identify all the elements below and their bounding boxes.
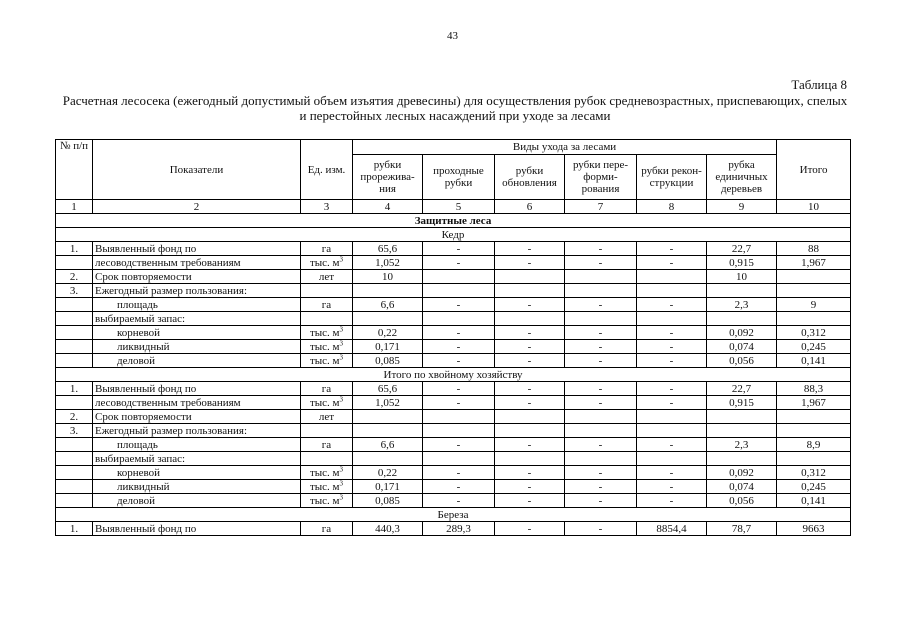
row-number	[56, 354, 93, 368]
row-number	[56, 312, 93, 326]
section-cedar: Кедр	[56, 228, 851, 242]
table-row	[56, 410, 851, 424]
row-unit	[301, 522, 353, 536]
row-unit	[301, 424, 353, 438]
row-value: 0,085	[353, 494, 423, 508]
row-value: 0,056	[707, 354, 777, 368]
row-value	[353, 284, 423, 298]
row-unit	[301, 466, 353, 480]
row-value	[423, 270, 495, 284]
row-value: 1,967	[777, 256, 851, 270]
column-number-row	[56, 200, 851, 214]
unit-text: тыс. м	[309, 340, 340, 353]
row-unit	[301, 382, 353, 396]
row-value	[777, 424, 851, 438]
header-col-reconstruction: рубки рекон-струкции	[637, 155, 707, 200]
row-value: 10	[353, 270, 423, 284]
col-number: 10	[777, 200, 851, 214]
row-unit	[301, 242, 353, 256]
row-value: 2,3	[707, 298, 777, 312]
row-value: -	[423, 340, 495, 354]
row-unit	[301, 494, 353, 508]
row-value	[353, 312, 423, 326]
row-value	[565, 452, 637, 466]
row-value: 0,171	[353, 480, 423, 494]
row-value: -	[637, 382, 707, 396]
row-value: 2,3	[707, 438, 777, 452]
row-value	[777, 452, 851, 466]
header-unit: Ед. изм.	[301, 140, 353, 200]
unit-text: тыс. м	[309, 466, 340, 479]
row-value: -	[565, 354, 637, 368]
table-row	[56, 270, 851, 284]
table-row	[56, 382, 851, 396]
row-value: 440,3	[353, 522, 423, 536]
table-row	[56, 396, 851, 410]
row-value	[637, 284, 707, 298]
row-number	[56, 452, 93, 466]
row-indicator: Срок повторяемости	[93, 270, 301, 284]
unit-text: га	[321, 242, 332, 255]
row-value: 10	[707, 270, 777, 284]
table-row	[56, 242, 851, 256]
row-unit	[301, 354, 353, 368]
col-number: 5	[423, 200, 495, 214]
row-value: -	[495, 396, 565, 410]
section-protective-forests: Защитные леса	[56, 214, 851, 228]
row-unit	[301, 438, 353, 452]
row-value: -	[565, 326, 637, 340]
unit-superscript: 3	[339, 465, 344, 473]
row-value	[637, 452, 707, 466]
row-indicator: площадь	[93, 438, 301, 452]
row-value: -	[423, 382, 495, 396]
row-value	[495, 284, 565, 298]
row-value	[565, 312, 637, 326]
row-value: 0,245	[777, 340, 851, 354]
row-value: -	[637, 354, 707, 368]
table-row	[56, 256, 851, 270]
section-birch: Береза	[56, 508, 851, 522]
row-value	[423, 410, 495, 424]
row-value	[423, 284, 495, 298]
row-value	[423, 424, 495, 438]
row-number: 3.	[56, 284, 93, 298]
col-number: 3	[301, 200, 353, 214]
row-indicator: Ежегодный размер пользования:	[93, 284, 301, 298]
row-value: -	[565, 340, 637, 354]
header-col-passing: проходные рубки	[423, 155, 495, 200]
row-value: -	[565, 494, 637, 508]
unit-text: га	[321, 522, 332, 535]
row-value: -	[423, 256, 495, 270]
row-value: -	[565, 480, 637, 494]
row-value: 1,967	[777, 396, 851, 410]
row-indicator: корневой	[93, 466, 301, 480]
row-value: 8,9	[777, 438, 851, 452]
row-value	[777, 270, 851, 284]
table-row	[56, 522, 851, 536]
row-number: 3.	[56, 424, 93, 438]
row-value: 0,074	[707, 480, 777, 494]
row-value: -	[637, 242, 707, 256]
allowable-cut-table	[55, 139, 851, 536]
row-value: -	[637, 466, 707, 480]
row-value: -	[423, 354, 495, 368]
row-value: 1,052	[353, 396, 423, 410]
row-indicator: ликвидный	[93, 480, 301, 494]
row-value: -	[423, 396, 495, 410]
row-value: 0,141	[777, 354, 851, 368]
header-care-types: Виды ухода за лесами	[353, 140, 777, 155]
row-value: -	[565, 382, 637, 396]
row-value	[495, 424, 565, 438]
row-number: 2.	[56, 270, 93, 284]
row-value: 78,7	[707, 522, 777, 536]
table-row	[56, 340, 851, 354]
row-value: 0,092	[707, 466, 777, 480]
row-number: 1.	[56, 382, 93, 396]
section-row	[56, 508, 851, 522]
row-indicator: лесоводственным требованиям	[93, 396, 301, 410]
table-row	[56, 424, 851, 438]
row-indicator: Ежегодный размер пользования:	[93, 424, 301, 438]
row-indicator: Срок повторяемости	[93, 410, 301, 424]
row-value	[565, 424, 637, 438]
header-total: Итого	[777, 140, 851, 200]
header-col-thinning: рубки прорежива-ния	[353, 155, 423, 200]
row-indicator: лесоводственным требованиям	[93, 256, 301, 270]
unit-text: тыс. м	[309, 494, 340, 507]
row-value	[637, 312, 707, 326]
unit-superscript: 3	[339, 493, 344, 501]
row-value	[777, 284, 851, 298]
row-value: 0,056	[707, 494, 777, 508]
row-value: -	[495, 242, 565, 256]
row-value	[423, 312, 495, 326]
unit-text: тыс. м	[309, 326, 340, 339]
row-unit	[301, 298, 353, 312]
col-number: 7	[565, 200, 637, 214]
col-number: 6	[495, 200, 565, 214]
row-indicator: ликвидный	[93, 340, 301, 354]
row-value: -	[565, 242, 637, 256]
row-value	[565, 284, 637, 298]
row-indicator: деловой	[93, 494, 301, 508]
row-value: 22,7	[707, 382, 777, 396]
row-value: 9663	[777, 522, 851, 536]
unit-text: лет	[318, 270, 335, 283]
row-indicator: Выявленный фонд по	[93, 382, 301, 396]
row-unit	[301, 396, 353, 410]
row-unit	[301, 452, 353, 466]
row-value	[423, 452, 495, 466]
unit-superscript: 3	[339, 255, 344, 263]
row-value: -	[423, 466, 495, 480]
row-value: 1,052	[353, 256, 423, 270]
row-value	[353, 410, 423, 424]
row-number	[56, 480, 93, 494]
row-value: 8854,4	[637, 522, 707, 536]
row-unit	[301, 480, 353, 494]
row-value	[637, 270, 707, 284]
table-row	[56, 284, 851, 298]
section-row	[56, 228, 851, 242]
header-col-reformation: рубки пере-форми-рования	[565, 155, 637, 200]
row-unit	[301, 326, 353, 340]
row-unit	[301, 340, 353, 354]
row-value: -	[423, 298, 495, 312]
unit-superscript: 3	[339, 353, 344, 361]
table-row	[56, 494, 851, 508]
row-indicator: Выявленный фонд по	[93, 522, 301, 536]
row-value	[495, 410, 565, 424]
row-value: -	[423, 326, 495, 340]
row-value	[353, 424, 423, 438]
row-number	[56, 466, 93, 480]
row-value	[707, 424, 777, 438]
unit-text: тыс. м	[309, 396, 340, 409]
unit-text: тыс. м	[309, 256, 340, 269]
row-value: -	[423, 480, 495, 494]
col-number: 4	[353, 200, 423, 214]
table-row	[56, 354, 851, 368]
row-value: 65,6	[353, 382, 423, 396]
row-number	[56, 298, 93, 312]
col-number: 9	[707, 200, 777, 214]
row-value: 289,3	[423, 522, 495, 536]
row-value: 0,085	[353, 354, 423, 368]
section-row	[56, 368, 851, 382]
row-value: -	[565, 466, 637, 480]
row-value: 0,171	[353, 340, 423, 354]
header-col-single-trees: рубка единичных деревьев	[707, 155, 777, 200]
row-value	[707, 284, 777, 298]
row-value: 88	[777, 242, 851, 256]
header-col-renewal: рубки обновления	[495, 155, 565, 200]
row-value	[565, 410, 637, 424]
unit-superscript: 3	[339, 325, 344, 333]
row-number	[56, 256, 93, 270]
unit-text: тыс. м	[309, 480, 340, 493]
col-number: 2	[93, 200, 301, 214]
row-value: 0,22	[353, 326, 423, 340]
unit-text: лет	[318, 410, 335, 423]
unit-superscript: 3	[339, 395, 344, 403]
row-value	[495, 452, 565, 466]
table-row	[56, 312, 851, 326]
row-value	[707, 452, 777, 466]
row-unit	[301, 312, 353, 326]
row-value: -	[637, 494, 707, 508]
row-value: -	[423, 242, 495, 256]
row-value: -	[423, 494, 495, 508]
row-value	[637, 424, 707, 438]
row-number	[56, 340, 93, 354]
row-value: 65,6	[353, 242, 423, 256]
row-value: -	[637, 298, 707, 312]
row-indicator: выбираемый запас:	[93, 452, 301, 466]
row-value	[637, 410, 707, 424]
row-value: 0,245	[777, 480, 851, 494]
row-value: -	[565, 522, 637, 536]
row-value	[777, 312, 851, 326]
row-value: -	[495, 298, 565, 312]
row-value: -	[495, 466, 565, 480]
row-value: 0,915	[707, 256, 777, 270]
unit-text: га	[321, 298, 332, 311]
row-value: -	[637, 326, 707, 340]
row-value: 22,7	[707, 242, 777, 256]
unit-text: тыс. м	[309, 354, 340, 367]
table-row	[56, 298, 851, 312]
row-value: 0,915	[707, 396, 777, 410]
table-body	[56, 140, 851, 536]
table-row	[56, 326, 851, 340]
row-value: -	[637, 438, 707, 452]
row-unit	[301, 256, 353, 270]
unit-text: га	[321, 438, 332, 451]
row-unit	[301, 284, 353, 298]
unit-superscript: 3	[339, 479, 344, 487]
row-value: 0,312	[777, 466, 851, 480]
row-number: 1.	[56, 242, 93, 256]
unit-superscript: 3	[339, 339, 344, 347]
row-value: 6,6	[353, 438, 423, 452]
row-value: 0,312	[777, 326, 851, 340]
row-value: -	[495, 354, 565, 368]
page-number: 43	[447, 30, 458, 42]
section-row	[56, 214, 851, 228]
row-value: -	[565, 298, 637, 312]
row-value: -	[637, 340, 707, 354]
row-value	[495, 270, 565, 284]
row-value: -	[637, 480, 707, 494]
row-number	[56, 494, 93, 508]
table-row	[56, 452, 851, 466]
row-number	[56, 326, 93, 340]
row-value: -	[637, 396, 707, 410]
row-number: 1.	[56, 522, 93, 536]
row-indicator: Выявленный фонд по	[93, 242, 301, 256]
col-number: 1	[56, 200, 93, 214]
row-value: -	[495, 480, 565, 494]
row-value: 6,6	[353, 298, 423, 312]
row-unit	[301, 270, 353, 284]
row-value	[707, 312, 777, 326]
row-value: -	[495, 340, 565, 354]
header-row	[56, 140, 851, 155]
header-num: № п/п	[56, 140, 93, 200]
row-indicator: деловой	[93, 354, 301, 368]
row-value	[777, 410, 851, 424]
row-value: -	[565, 438, 637, 452]
row-value	[495, 312, 565, 326]
row-value: -	[565, 256, 637, 270]
row-value: -	[495, 438, 565, 452]
row-value: -	[495, 522, 565, 536]
row-indicator: площадь	[93, 298, 301, 312]
row-value: -	[495, 326, 565, 340]
row-number	[56, 438, 93, 452]
row-value: 88,3	[777, 382, 851, 396]
table-row	[56, 466, 851, 480]
row-number: 2.	[56, 410, 93, 424]
row-value: -	[637, 256, 707, 270]
row-number	[56, 396, 93, 410]
header-indicator: Показатели	[93, 140, 301, 200]
table-caption: Расчетная лесосека (ежегодный допустимый объем изъятия древесины) для осуществления рубок средневозрастных, приспевающих, спелых и перестойных лесных насаждений при уходе за лесами	[62, 93, 848, 123]
row-value: -	[423, 438, 495, 452]
row-value: -	[565, 396, 637, 410]
unit-text: га	[321, 382, 332, 395]
table-row	[56, 480, 851, 494]
row-value: -	[495, 494, 565, 508]
row-indicator: выбираемый запас:	[93, 312, 301, 326]
section-conifer-total: Итого по хвойному хозяйству	[56, 368, 851, 382]
table-label: Таблица 8	[791, 77, 847, 92]
row-value	[707, 410, 777, 424]
row-value: 0,141	[777, 494, 851, 508]
row-value: 9	[777, 298, 851, 312]
row-indicator: корневой	[93, 326, 301, 340]
row-value: -	[495, 382, 565, 396]
row-value: 0,22	[353, 466, 423, 480]
row-value: -	[495, 256, 565, 270]
row-value	[565, 270, 637, 284]
table-row	[56, 438, 851, 452]
row-value: 0,092	[707, 326, 777, 340]
col-number: 8	[637, 200, 707, 214]
row-value: 0,074	[707, 340, 777, 354]
row-unit	[301, 410, 353, 424]
row-value	[353, 452, 423, 466]
